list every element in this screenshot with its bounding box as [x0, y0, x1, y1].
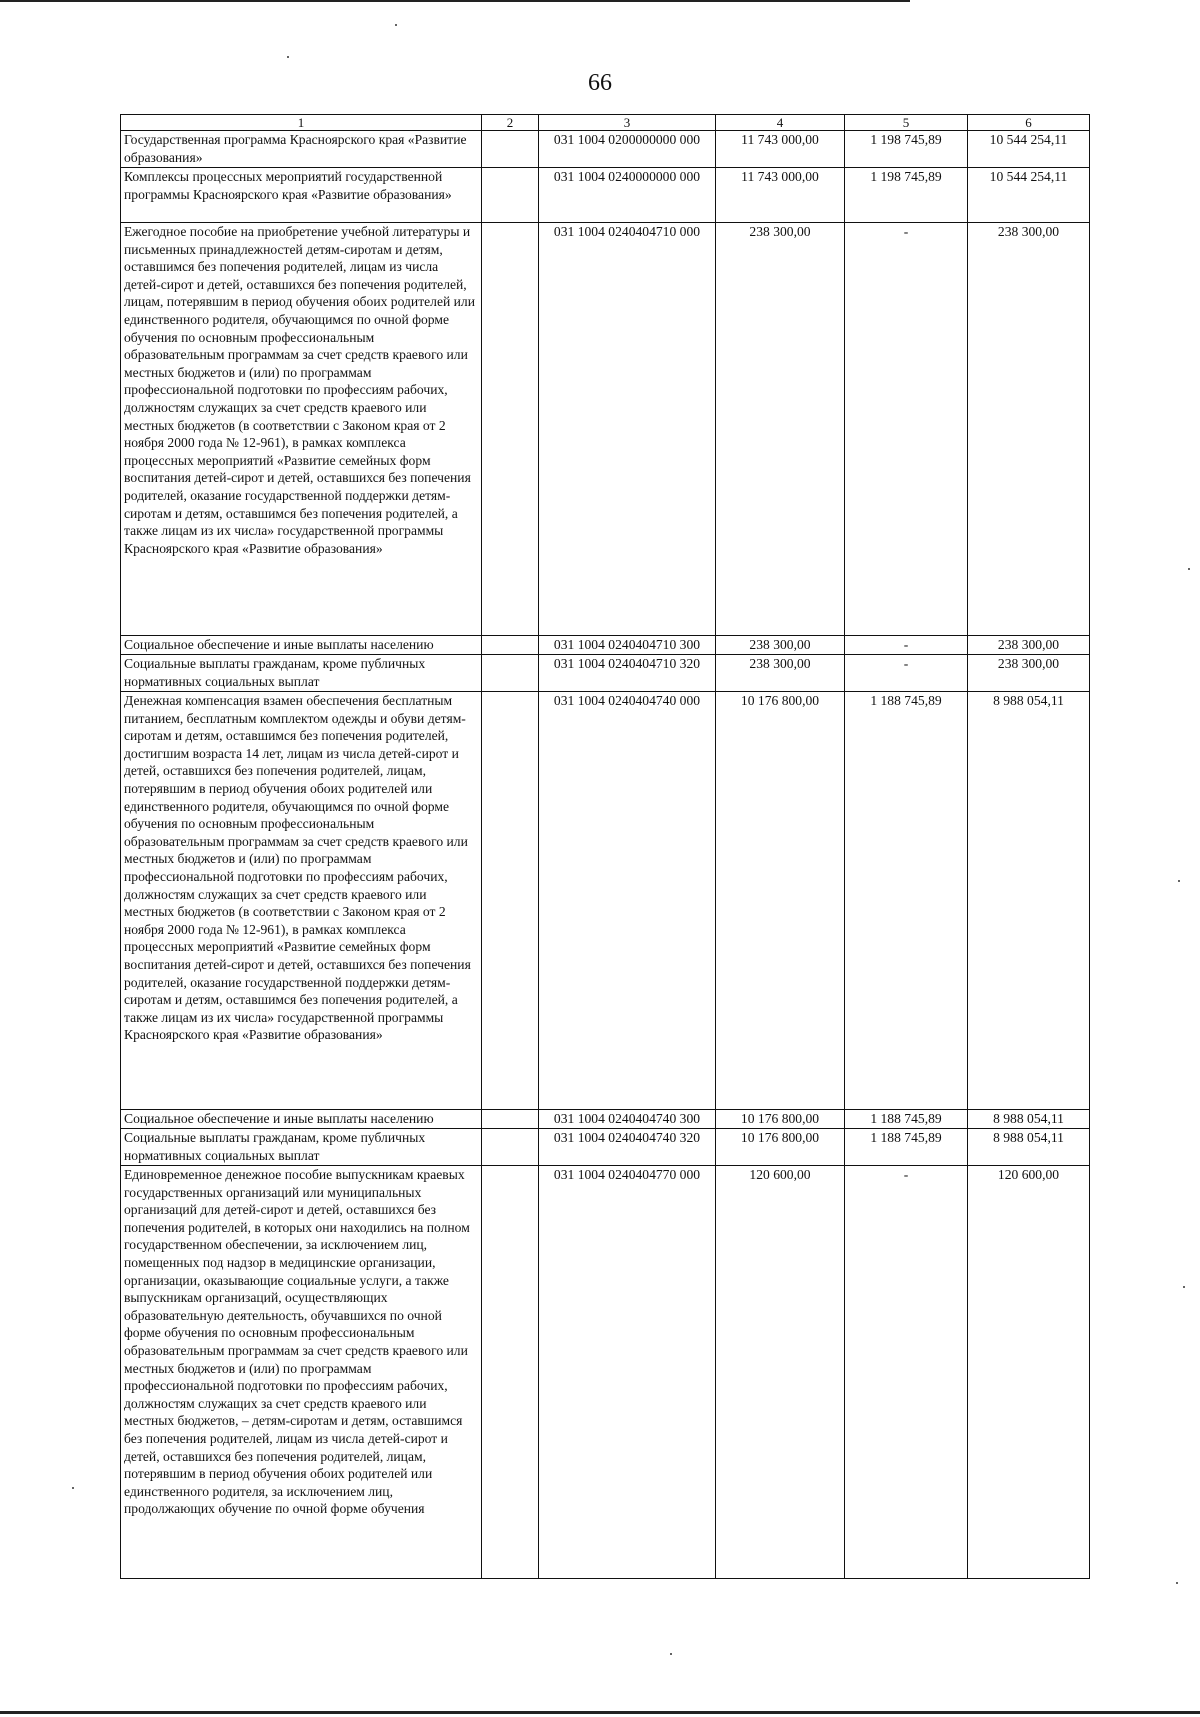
- scan-speck: [1178, 880, 1180, 882]
- row-col6: 120 600,00: [968, 1166, 1090, 1579]
- row-code: 031 1004 0240404710 300: [539, 636, 716, 655]
- row-col4: 120 600,00: [716, 1166, 845, 1579]
- table-row: [121, 1110, 1090, 1129]
- scan-top-edge: [0, 0, 910, 2]
- column-number-1: 1: [121, 115, 482, 131]
- row-col4: 10 176 800,00: [716, 1129, 845, 1166]
- row-col5: 1 188 745,89: [845, 1129, 968, 1166]
- table-row: [121, 1166, 1090, 1579]
- row-code: 031 1004 0240404740 000: [539, 692, 716, 1110]
- table-row: [121, 131, 1090, 168]
- row-col4: 238 300,00: [716, 636, 845, 655]
- row-name: Социальные выплаты гражданам, кроме публичных нормативных социальных выплат: [121, 655, 482, 692]
- row-code: 031 1004 0240000000 000: [539, 168, 716, 223]
- row-col4: 10 176 800,00: [716, 1110, 845, 1129]
- row-col5: 1 188 745,89: [845, 692, 968, 1110]
- row-code: 031 1004 0240404740 320: [539, 1129, 716, 1166]
- row-col4: 238 300,00: [716, 655, 845, 692]
- row-name: Единовременное денежное пособие выпускникам краевых государственных организаций или муниципальных организаций для детей-сирот и детей, оставшихся без попечения родителей, в которых они находились на полном государственном обеспечении, за исключением лиц, помещенных под надзор в медицинские организации, организации, оказывающие социальные услуги, а также выпускникам организаций, осуществляющих образовательную деятельность, обучавшихся по очной форме обучения по основным профессиональным образовательным программам за счет средств краевого или местных бюджетов и (или) по программам профессиональной подготовки по профессиям рабочих, должностям служащих за счет средств краевого или местных бюджетов, – детям-сиротам и детям, оставшимся без попечения родителей, лицам из числа детей-сирот и детей, оставшихся без попечения родителей, лицам, потерявшим в период обучения обоих родителей или единственного родителя, за исключением лиц, продолжающих обучение по очной форме обучения: [121, 1166, 482, 1579]
- table-row: [121, 636, 1090, 655]
- row-col4: 10 176 800,00: [716, 692, 845, 1110]
- row-col4: 11 743 000,00: [716, 168, 845, 223]
- page-number: 66: [588, 70, 612, 96]
- scan-bottom-edge: [0, 1711, 1200, 1714]
- row-col2-empty: [482, 692, 539, 1110]
- scan-speck: [1183, 1286, 1185, 1288]
- scan-speck: [670, 1653, 672, 1655]
- row-col2-empty: [482, 655, 539, 692]
- row-col5: -: [845, 223, 968, 636]
- row-col2-empty: [482, 1110, 539, 1129]
- row-col5: 1 198 745,89: [845, 131, 968, 168]
- scan-speck: [1176, 1582, 1178, 1584]
- table-row: [121, 223, 1090, 636]
- row-col6: 10 544 254,11: [968, 131, 1090, 168]
- column-number-5: 5: [845, 115, 968, 131]
- table-row: [121, 655, 1090, 692]
- row-col6: 8 988 054,11: [968, 1110, 1090, 1129]
- row-name: Социальное обеспечение и иные выплаты населению: [121, 636, 482, 655]
- row-name: Социальное обеспечение и иные выплаты населению: [121, 1110, 482, 1129]
- row-col5: -: [845, 1166, 968, 1579]
- table-row: [121, 168, 1090, 223]
- row-col2-empty: [482, 636, 539, 655]
- row-code: 031 1004 0240404740 300: [539, 1110, 716, 1129]
- row-name: Денежная компенсация взамен обеспечения бесплатным питанием, бесплатным комплектом одежды и обуви детям-сиротам и детям, оставшимся без попечения родителей, достигшим возраста 14 лет, лицам из числа детей-сирот и детей, оставшихся без попечения родителей, лицам, потерявшим в период обучения обоих родителей или единственного родителя, обучающимся по очной форме обучения по основным профессиональным образовательным программам за счет средств краевого или местных бюджетов и (или) по программам профессиональной подготовки по профессиям рабочих, должностям служащих за счет средств краевого или местных бюджетов (в соответствии с Законом края от 2 ноября 2000 года № 12-961), в рамках комплекса процессных мероприятий «Развитие семейных форм воспитания детей-сирот и детей, оставшихся без попечения родителей, оказание государственной поддержки детям-сиротам и детям, оставшимся без попечения родителей, а также лицам из их числа» государственной программы Красноярского края «Развитие образования»: [121, 692, 482, 1110]
- row-col2-empty: [482, 1129, 539, 1166]
- row-col2-empty: [482, 131, 539, 168]
- row-name: Комплексы процессных мероприятий государственной программы Красноярского края «Развитие образования»: [121, 168, 482, 223]
- scan-speck: [72, 1487, 74, 1489]
- row-code: 031 1004 0240404710 000: [539, 223, 716, 636]
- row-col5: 1 198 745,89: [845, 168, 968, 223]
- table-row: [121, 692, 1090, 1110]
- column-number-6: 6: [968, 115, 1090, 131]
- row-code: 031 1004 0240404770 000: [539, 1166, 716, 1579]
- row-name: Ежегодное пособие на приобретение учебной литературы и письменных принадлежностей детям-сиротам и детям, оставшимся без попечения родителей, лицам из числа детей-сирот и детей, оставшихся без попечения родителей, лицам, потерявшим в период обучения обоих родителей или единственного родителя, обучающимся по очной форме обучения по основным профессиональным образовательным программам за счет средств краевого или местных бюджетов и (или) по программам профессиональной подготовки по профессиям рабочих, должностям служащих за счет средств краевого или местных бюджетов (в соответствии с Законом края от 2 ноября 2000 года № 12-961), в рамках комплекса процессных мероприятий «Развитие семейных форм воспитания детей-сирот и детей, оставшихся без попечения родителей, оказание государственной поддержки детям-сиротам и детям, оставшимся без попечения родителей, а также лицам из их числа» государственной программы Красноярского края «Развитие образования»: [121, 223, 482, 636]
- row-col6: 238 300,00: [968, 655, 1090, 692]
- scan-speck: [287, 56, 289, 58]
- row-name: Государственная программа Красноярского края «Развитие образования»: [121, 131, 482, 168]
- row-col5: -: [845, 636, 968, 655]
- row-col6: 8 988 054,11: [968, 692, 1090, 1110]
- budget-table: [120, 114, 1090, 1579]
- column-number-2: 2: [482, 115, 539, 131]
- row-col4: 11 743 000,00: [716, 131, 845, 168]
- row-col2-empty: [482, 223, 539, 636]
- scan-speck: [395, 24, 397, 26]
- row-code: 031 1004 0240404710 320: [539, 655, 716, 692]
- row-col2-empty: [482, 168, 539, 223]
- column-number-3: 3: [539, 115, 716, 131]
- row-col6: 10 544 254,11: [968, 168, 1090, 223]
- row-col5: 1 188 745,89: [845, 1110, 968, 1129]
- row-col4: 238 300,00: [716, 223, 845, 636]
- row-col6: 238 300,00: [968, 223, 1090, 636]
- table-row: [121, 1129, 1090, 1166]
- row-col2-empty: [482, 1166, 539, 1579]
- row-col6: 238 300,00: [968, 636, 1090, 655]
- row-code: 031 1004 0200000000 000: [539, 131, 716, 168]
- table-header-row: [121, 115, 1090, 131]
- row-col5: -: [845, 655, 968, 692]
- row-col6: 8 988 054,11: [968, 1129, 1090, 1166]
- row-name: Социальные выплаты гражданам, кроме публичных нормативных социальных выплат: [121, 1129, 482, 1166]
- scan-speck: [1188, 568, 1190, 570]
- column-number-4: 4: [716, 115, 845, 131]
